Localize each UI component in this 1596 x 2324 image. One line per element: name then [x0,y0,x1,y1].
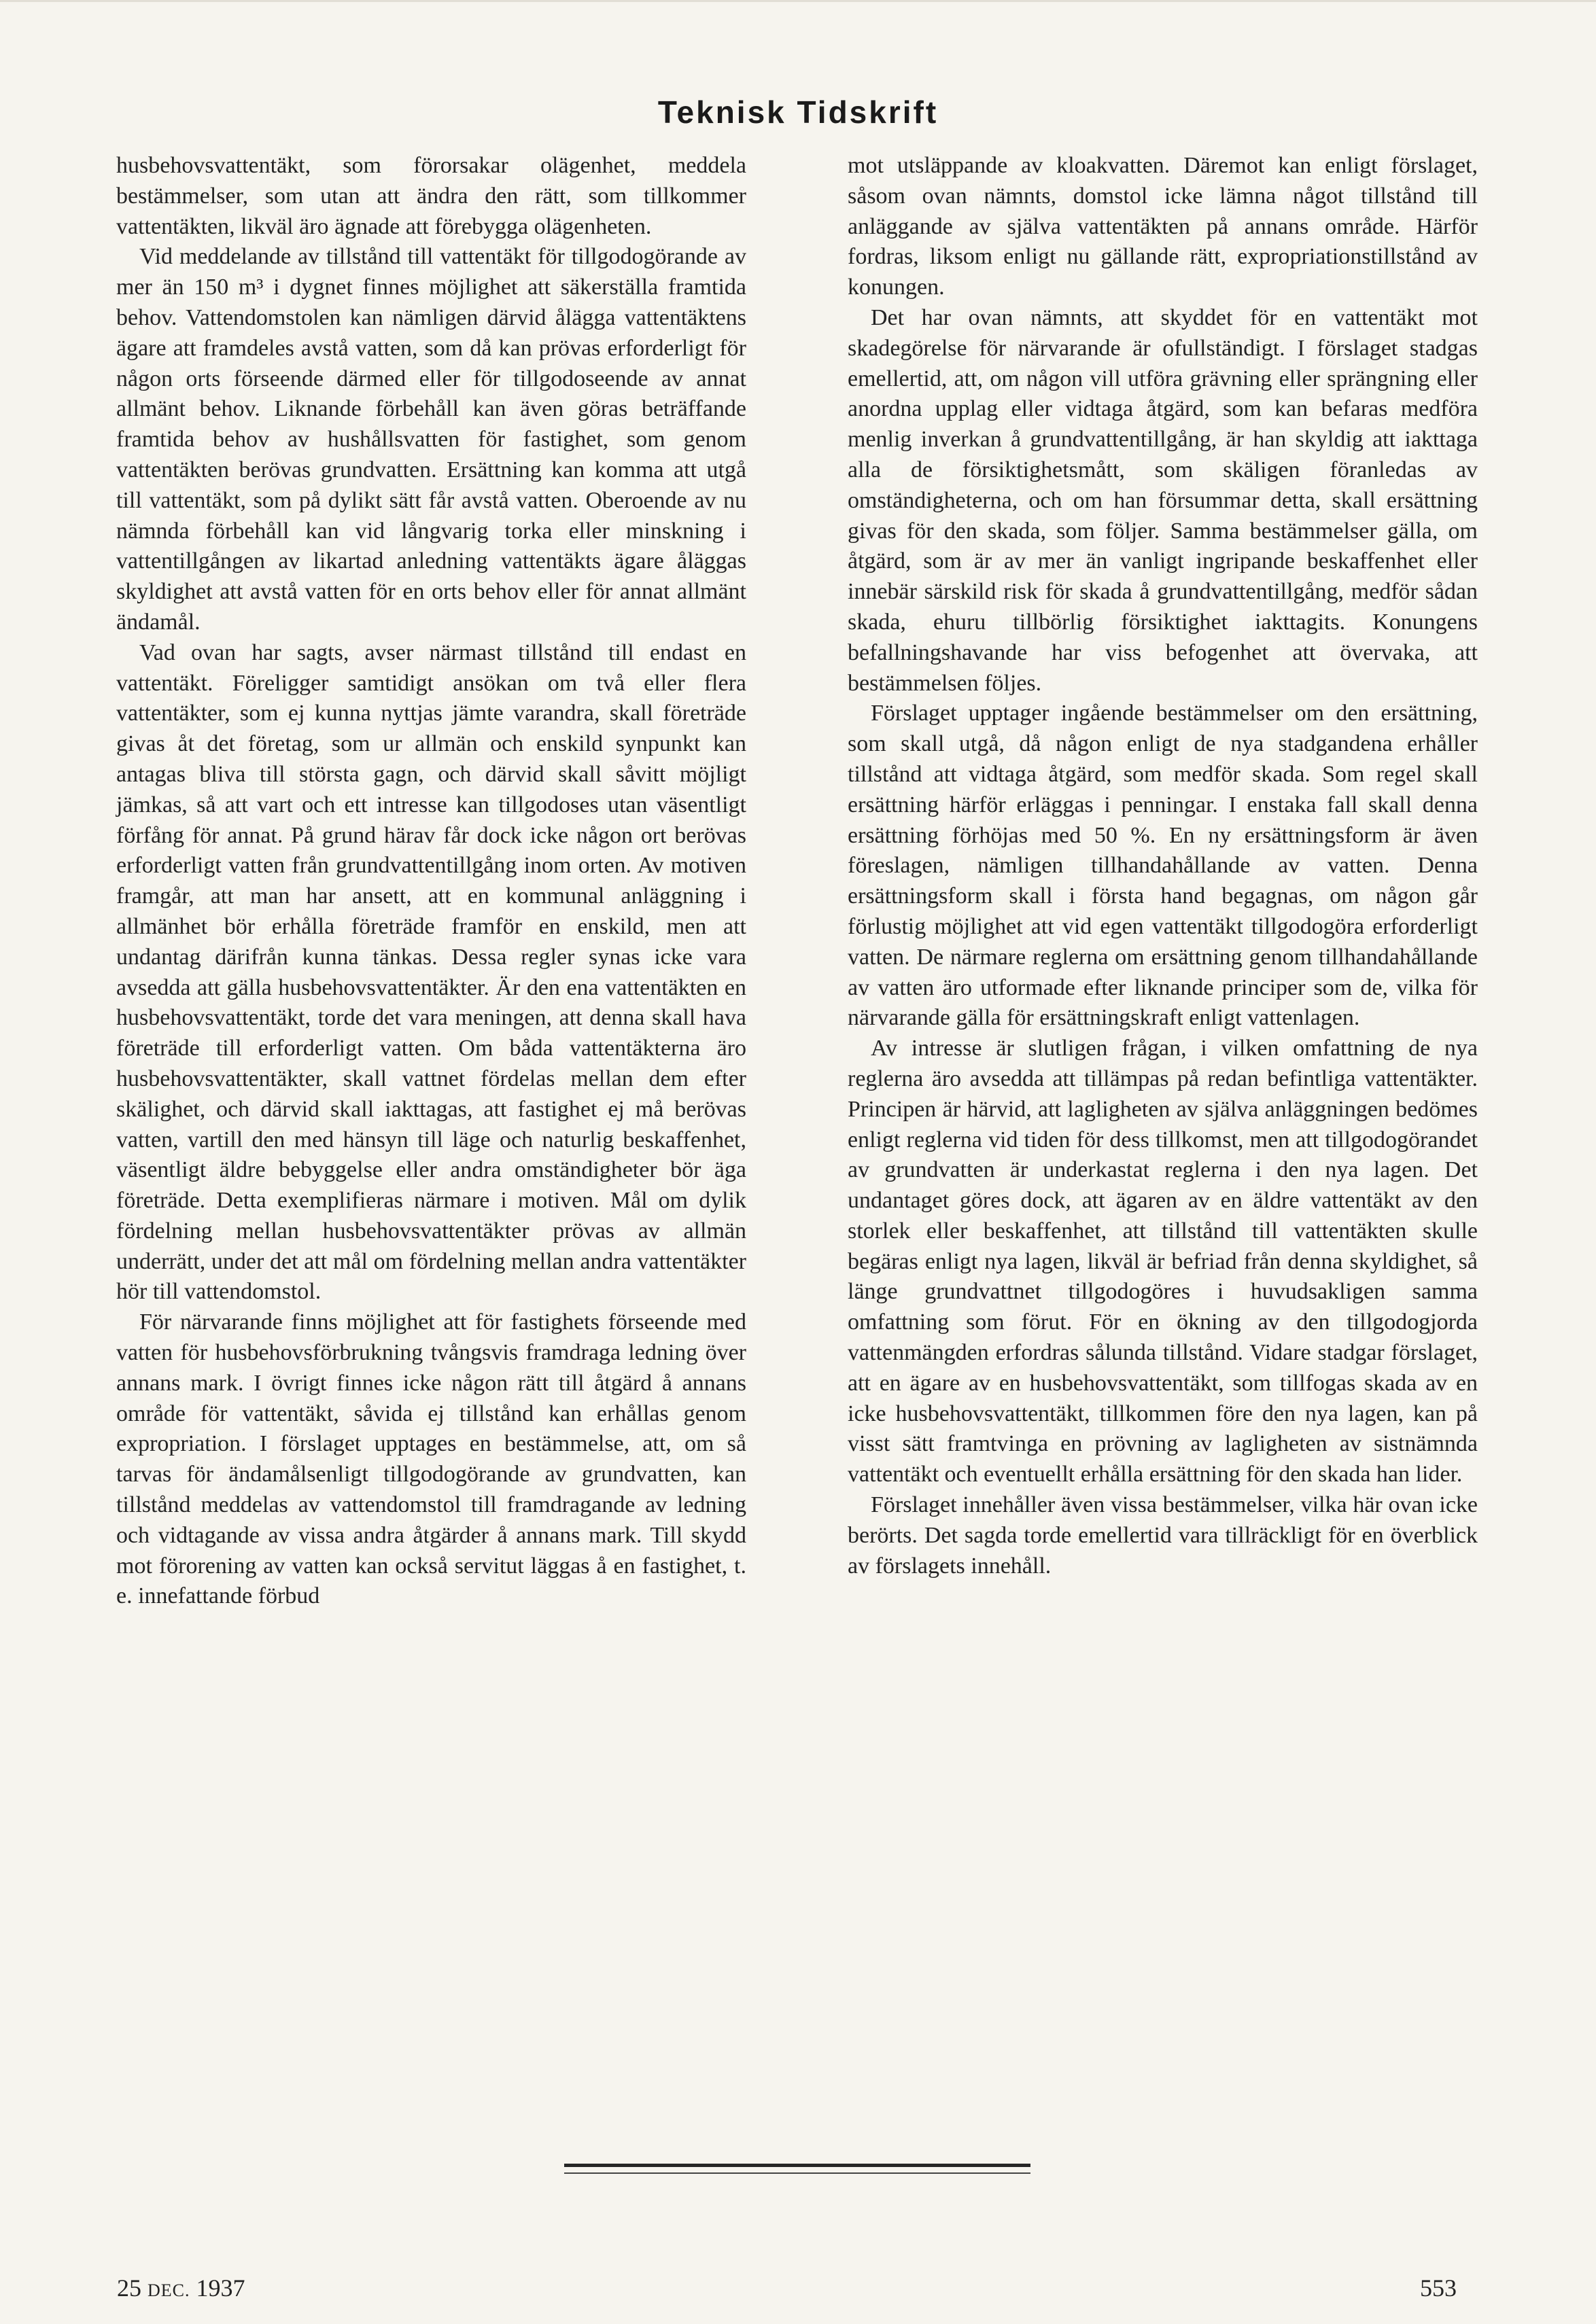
journal-masthead: Teknisk Tidskrift [657,94,939,130]
issue-date [117,2274,245,2302]
text-column-left [116,151,746,1612]
issue-date-year: 1937 [196,2274,245,2302]
page-top-edge [0,0,1596,2]
paragraph: Av intresse är slutligen frågan, i vilken omfattning de nya reglerna äro avsedda att tillämpas på redan befintliga vattentäkter. Principen är härvid, att lagligheten av själva anläggningen bedömes enligt reglerna vid tiden för dess tillkomst, men att tillgodogörandet av grundvatten är underkastat reglerna i den nya lagen. Det undantaget göres dock, att ägaren av en äldre vattentäkt av den storlek eller beskaffenhet, att tillstånd till vattentäkten skulle begäras enligt nya lagen, likväl är befriad från denna skyldighet, så länge grundvattnet tillgodogöres i huvudsakligen samma omfattning som förut. För en ökning av den tillgodogjorda vattenmängden erfordras sålunda tillstånd. Vidare stadgar förslaget, att en ägare av en husbehovsvattentäkt, som tillfogas skada av en icke husbehovsvattentäkt, tillkommen före den nya lagen, kan på visst sätt framtvinga en prövning av lagligheten av sistnämnda vattentäkt och eventuellt erhålla ersättning för den skada han lider. [848,1036,1478,1487]
paragraph: För närvarande finns möjlighet att för fastighets förseende med vatten för husbehovsförbrukning tvångsvis framdraga ledning över annans mark. I övrigt finnes icke någon rätt till åtgärd å annans område för vattentäkt, såvida ej tillstånd kan erhållas genom expropriation. I förslaget upptages en bestämmelse, att, om så tarvas för ändamålsenligt tillgodogörande av grundvatten, kan tillstånd meddelas av vattendomstol till framdragande av ledning och vidtagande av vissa andra åtgärder å annans mark. Till skydd mot förorening av vatten kan också servitut läggas å en fastighet, t. e. innefattande förbud [116,1309,746,1609]
paragraph: mot utsläppande av kloakvatten. Däremot kan enligt förslaget, såsom ovan nämnts, domstol icke lämna något tillstånd till anläggande av själva vattentäkten på annans område. Härför fordras, liksom enligt nu gällande rätt, expropriationstillstånd av konungen. [848,153,1478,300]
text-column-right [848,151,1478,1581]
issue-date-month: DEC. [148,2281,190,2300]
issue-date-day: 25 [117,2274,141,2302]
paragraph: Förslaget upptager ingående bestämmelser om den ersättning, som skall utgå, då någon enligt de nya stadgandena erhåller tillstånd att vidtaga åtgärd, som medför skada. Som regel skall ersättning härför erläggas i penningar. I enstaka fall skall denna ersättning förhöjas med 50 %. En ny ersättningsform är även föreslagen, nämligen tillhandahållande av vatten. Denna ersättningsform skall i första hand begagnas, om någon går förlustig möjlighet att vid egen vattentäkt tillgodogöra erforderligt vatten. De närmare reglerna om ersättning genom tillhandahållande av vatten äro utformade efter liknande principer som de, vilka för närvarande gälla för ersättningskraft enligt vattenlagen. [848,701,1478,1031]
paragraph: husbehovsvattentäkt, som förorsakar olägenhet, meddela bestämmelser, som utan att ändra den rätt, som tillkommer vattentäkten, likväl äro ägnade att förebygga olägenheten. [116,153,746,239]
paragraph: Förslaget innehåller även vissa bestämmelser, vilka här ovan icke berörts. Det sagda torde emellertid vara tillräckligt för en överblick av förslagets innehåll. [848,1492,1478,1579]
article-end-rule [564,2164,1030,2167]
page-number: 553 [1420,2274,1457,2302]
paragraph: Vad ovan har sagts, avser närmast tillstånd till endast en vattentäkt. Föreligger samtidigt ansökan om två eller flera vattentäkter, som ej kunna nyttjas jämte varandra, skall företräde givas åt det företag, som ur allmän och enskild synpunkt kan antagas bliva till största gagn, och därvid skall såvitt möjligt jämkas, så att vart och ett intresse kan tillgodoses utan väsentligt förfång för annat. På grund härav får dock icke någon ort berövas erforderligt vatten från grundvattentillgång inom orten. Av motiven framgår, att man har ansett, att en kommunal anläggning i allmänhet bör erhålla företräde framför en enskild, men att undantag därifrån kunna tänkas. Dessa regler synas icke vara avsedda att gälla husbehovsvattentäkter. Är den ena vattentäkten en husbehovsvattentäkt, torde det vara meningen, att denna skall hava företräde till erforderligt vatten. Om båda vattentäkterna äro husbehovsvattentäkter, skall vattnet fördelas mellan dem efter skälighet, och därvid skall iakttagas, att fastighet ej må berövas vatten, vartill den med hänsyn till läge och naturlig beskaffenhet, väsentligt äldre bebyggelse eller andra omständigheter bör äga företräde. Detta exemplifieras närmare i motiven. Mål om dylik fördelning mellan husbehovsvattentäkter prövas av allmän underrätt, under det att mål om fördelning mellan andra vattentäkter hör till vattendomstol. [116,639,746,1305]
paragraph: Det har ovan nämnts, att skyddet för en vattentäkt mot skadegörelse för närvarande är ofullständigt. I förslaget stadgas emellertid, att, om någon vill utföra grävning eller sprängning eller anordna upplag eller vidtaga åtgärd, som kan befaras medföra menlig inverkan å grundvattentillgång, är han skyldig att iakttaga alla de försiktighetsmått, som skäligen föranledas av omständigheterna, och om han försummar detta, skall ersättning givas för den skada, som följer. Samma bestämmelser gälla, om åtgärd, som är av mer än vanligt ingripande beskaffenhet eller innebär särskild risk för skada å grundvattentillgång, medför sådan skada, ehuru tillbörlig försiktighet iakttagits. Konungens befallningshavande har viss befogenhet att övervaka, att bestämmelsen följes. [848,304,1478,696]
paragraph: Vid meddelande av tillstånd till vattentäkt för tillgodogörande av mer än 150 m³ i dygnet finnes möjlighet att säkerställa framtida behov. Vattendomstolen kan nämligen därvid ålägga vattentäktens ägare att framdeles avstå vatten, som då kan prövas erforderligt för någon orts förseende därmed eller för tillgodoseende av annat allmänt behov. Liknande förbehåll kan även göras beträffande framtida behov av hushållsvatten för fastighet, som genom vattentäkten berövas grundvatten. Ersättning kan komma att utgå till vattentäkt, som på dylikt sätt får avstå vatten. Oberoende av nu nämnda förbehåll kan vid långvarig torka eller minskning i vattentillgången av likartad anledning vattentäkts ägare åläggas skyldighet att avstå vatten för en orts behov eller för annat allmänt ändamål. [116,244,746,635]
